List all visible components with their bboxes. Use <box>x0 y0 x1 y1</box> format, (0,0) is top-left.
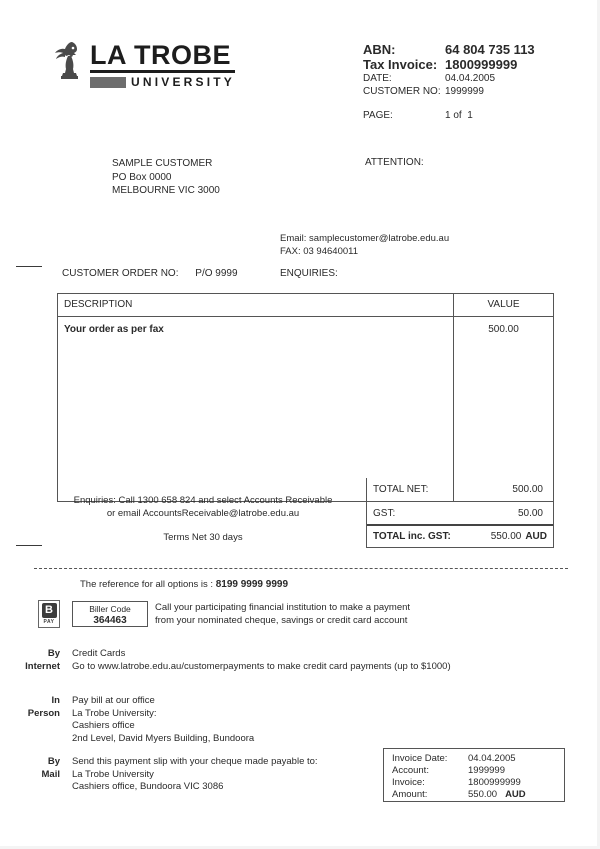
payment-option-internet <box>10 648 451 673</box>
slip-amount-currency: AUD <box>505 789 526 800</box>
payment-option-mail-key-line-1: By <box>47 756 60 767</box>
payment-option-mail-line-1: Send this payment slip with your cheque made payable to: <box>72 756 318 767</box>
tax-invoice-row <box>363 57 535 72</box>
bpay-word: PAY <box>43 619 55 625</box>
slip-invoice-date-label: Invoice Date: <box>392 753 448 764</box>
payment-option-mail-key-line-2: Mail <box>41 768 60 780</box>
customer-address-line-1: PO Box 0000 <box>112 171 172 183</box>
gst-label: GST: <box>373 507 396 519</box>
bpay-logo-icon <box>38 600 60 628</box>
customer-no-label: CUSTOMER NO: <box>363 86 441 97</box>
payment-option-mail-line-3: Cashiers office, Bundoora VIC 3086 <box>72 781 224 792</box>
column-header-description: DESCRIPTION <box>64 299 133 310</box>
total-inc-gst-row <box>367 524 553 547</box>
total-inc-gst-label: TOTAL inc. GST: <box>373 531 451 542</box>
payment-option-person-line-1: Pay bill at our office <box>72 695 155 706</box>
slip-invoice-date-row <box>392 753 564 765</box>
payment-option-person-line-3: Cashiers office <box>72 720 135 731</box>
slip-invoice-label: Invoice: <box>392 777 425 788</box>
payment-reference <box>80 579 288 590</box>
customer-no-value: 1999999 <box>445 86 484 97</box>
payment-option-mail-key <box>10 756 72 794</box>
slip-account-value: 1999999 <box>468 765 505 776</box>
contact-block <box>280 232 449 258</box>
bpay-instructions <box>155 602 410 627</box>
logo-line-1: LA TROBE <box>90 40 231 70</box>
customer-name: SAMPLE CUSTOMER <box>112 158 213 169</box>
tear-off-line <box>34 568 568 569</box>
date-row <box>363 72 535 85</box>
enquiries-note-line-1: Enquiries: Call 1300 658 824 and select Accounts Receivable <box>73 495 333 506</box>
slip-invoice-value: 1800999999 <box>468 777 521 788</box>
total-inc-gst-value <box>459 531 553 542</box>
customer-no-row <box>363 85 535 98</box>
payment-option-person <box>10 695 254 745</box>
attention-label: ATTENTION: <box>365 157 424 168</box>
customer-address-line-2: MELBOURNE VIC 3000 <box>112 185 220 196</box>
fold-tick-bottom <box>16 545 42 546</box>
griffin-crest-icon <box>52 40 86 82</box>
invoice-header-meta <box>363 42 535 122</box>
page-label: PAGE: <box>363 110 393 121</box>
slip-amount-row <box>392 789 564 801</box>
payment-option-internet-line-2: Go to www.latrobe.edu.au/customerpayments to make credit card payments (up to $1000) <box>72 660 451 672</box>
customer-email: Email: samplecustomer@latrobe.edu.au <box>280 233 450 244</box>
payment-option-person-line-4: 2nd Level, David Myers Building, Bundoora <box>72 732 255 744</box>
table-row <box>58 317 553 501</box>
total-inc-gst-currency: AUD <box>525 531 547 542</box>
abn-label: ABN: <box>363 42 396 57</box>
enquiries-note-line-2: or email AccountsReceivable@latrobe.edu.au <box>106 508 300 519</box>
abn-value: 64 804 735 113 <box>445 42 535 57</box>
total-net-value: 500.00 <box>512 484 543 495</box>
page-value: 1 of 1 <box>445 110 473 121</box>
payment-slip-summary <box>383 748 565 802</box>
slip-amount-number: 550.00 <box>468 789 498 800</box>
gst-row <box>367 501 553 524</box>
payment-option-mail-line-2: La Trobe University <box>72 768 154 780</box>
tax-invoice-label: Tax Invoice: <box>363 57 438 72</box>
payment-reference-label: The reference for all options is : <box>80 579 214 590</box>
biller-code-label: Biller Code <box>89 604 131 614</box>
line-item-value: 500.00 <box>453 317 553 501</box>
totals-box <box>366 478 554 548</box>
line-items-table <box>57 293 554 502</box>
enquiries-label: ENQUIRIES: <box>280 268 338 279</box>
biller-code-box <box>72 601 148 627</box>
bpay-mark-letter: B <box>42 603 57 618</box>
customer-order-no <box>62 268 238 279</box>
payment-option-internet-line-1: Credit Cards <box>72 648 126 659</box>
payment-option-person-key <box>10 695 72 745</box>
slip-invoice-row <box>392 777 564 789</box>
payment-option-internet-body <box>72 648 451 673</box>
bpay-instructions-line-2: from your nominated cheque, savings or credit card account <box>155 614 408 626</box>
payment-option-person-line-2: La Trobe University: <box>72 707 157 719</box>
payment-terms: Terms Net 30 days <box>163 532 243 543</box>
biller-code-value: 364463 <box>93 615 127 626</box>
slip-account-row <box>392 765 564 777</box>
tax-invoice-value: 1800999999 <box>445 57 518 72</box>
gst-value: 50.00 <box>517 507 543 519</box>
page-row <box>363 109 535 122</box>
slip-account-label: Account: <box>392 765 429 776</box>
payment-option-mail <box>10 756 318 794</box>
payment-option-person-body <box>72 695 254 745</box>
payment-option-internet-key <box>10 648 72 673</box>
customer-order-no-label: CUSTOMER ORDER NO: <box>62 268 179 279</box>
slip-invoice-date-value: 04.04.2005 <box>468 753 516 764</box>
customer-address <box>112 157 220 198</box>
table-header-row <box>58 294 553 317</box>
customer-order-no-value: P/O 9999 <box>195 268 238 279</box>
payment-option-mail-body <box>72 756 318 794</box>
total-net-row <box>367 478 553 501</box>
fold-tick-top <box>16 266 42 267</box>
line-item-description: Your order as per fax <box>64 324 164 335</box>
logo-swatch <box>90 77 126 88</box>
total-net-label: TOTAL NET: <box>373 484 429 495</box>
customer-fax: FAX: 03 94640011 <box>280 246 358 257</box>
column-header-value: VALUE <box>453 294 553 316</box>
slip-amount-label: Amount: <box>392 789 428 800</box>
bpay-instructions-line-1: Call your participating financial institution to make a payment <box>155 602 411 613</box>
payment-option-person-key-line-1: In <box>51 695 60 706</box>
logo-line-2: UNIVERSITY <box>131 75 236 89</box>
logo-rule <box>90 70 235 73</box>
date-value: 04.04.2005 <box>445 73 496 84</box>
abn-row <box>363 42 535 57</box>
payment-reference-number: 8199 9999 9999 <box>215 579 289 590</box>
payment-option-internet-key-line-1: By <box>47 648 60 659</box>
payment-option-person-key-line-2: Person <box>27 707 60 719</box>
latrobe-logo <box>52 40 235 88</box>
total-inc-gst-amount: 550.00 <box>490 531 522 542</box>
date-label: DATE: <box>363 73 392 84</box>
slip-amount-value <box>468 789 564 801</box>
payment-option-internet-key-line-2: Internet <box>25 660 60 672</box>
enquiries-note <box>48 494 358 520</box>
